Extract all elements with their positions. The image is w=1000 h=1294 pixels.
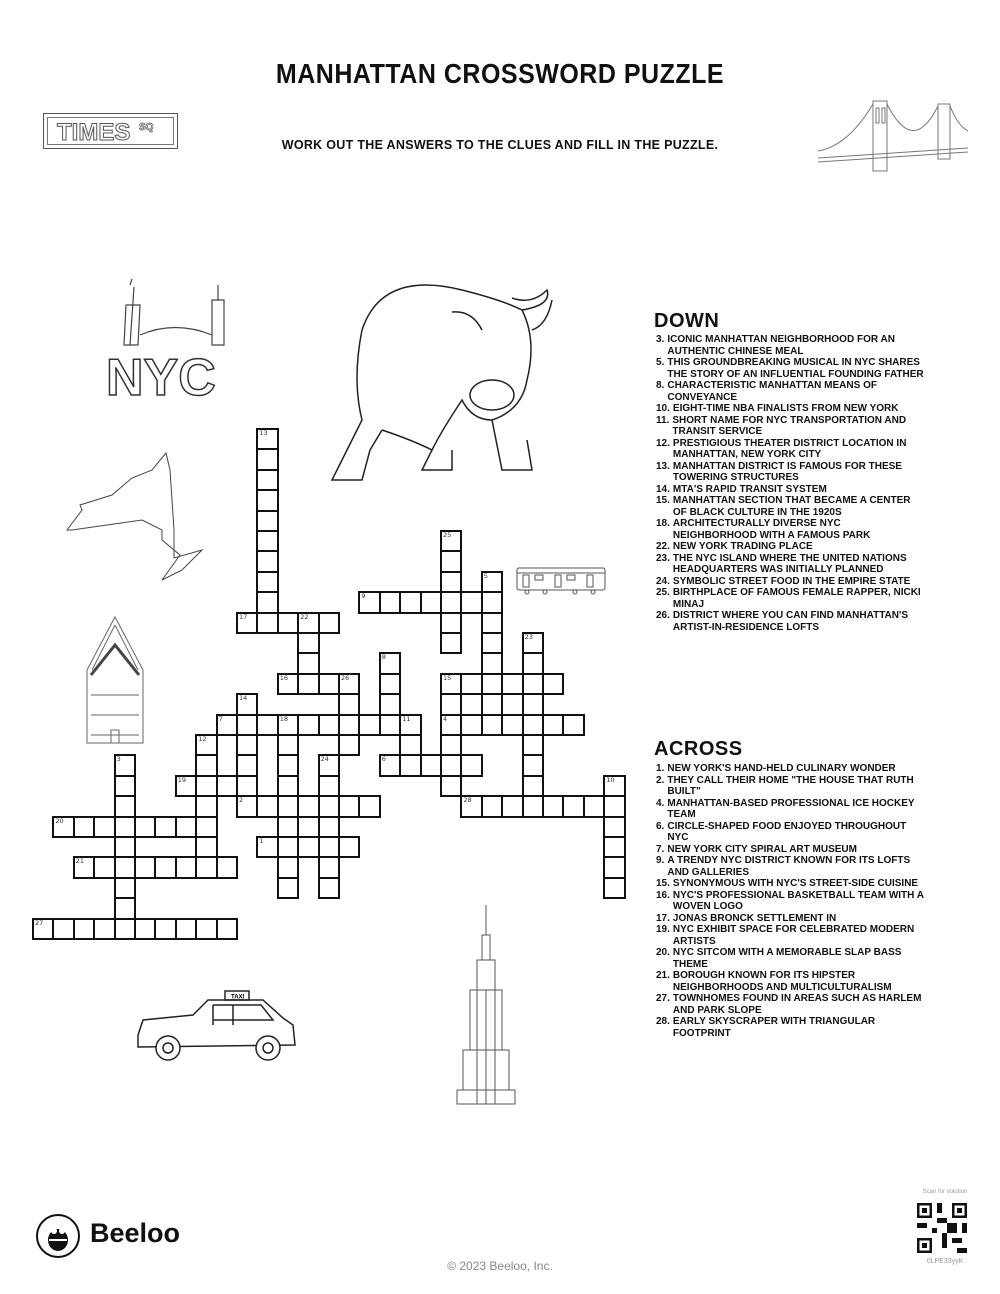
clue-number: 15. [656,495,670,506]
clue-text: MANHATTAN SECTION THAT BECAME A CENTER OF BLACK CULTURE IN THE 1920S [672,495,911,518]
crossword-cell[interactable] [440,693,462,715]
crossword-cell[interactable] [318,877,340,899]
crossword-cell[interactable] [277,836,299,858]
crossword-cell[interactable] [256,510,278,532]
crossword-cell[interactable] [318,856,340,878]
down-heading: DOWN [654,310,720,332]
crossword-cell[interactable] [236,795,258,817]
crossword-cell[interactable] [522,714,544,736]
clue-number: 8. [656,380,665,391]
crossword-cell[interactable] [134,918,156,940]
clue-number: 27. [656,993,670,1004]
clue-text: MANHATTAN DISTRICT IS FAMOUS FOR THESE TOWERING STRUCTURES [672,460,902,483]
crossword-cell[interactable] [236,612,258,634]
crossword-cell[interactable] [481,632,503,654]
clue-text: EIGHT-TIME NBA FINALISTS FROM NEW YORK [672,403,899,414]
crossword-cell[interactable] [154,816,176,838]
crossword-cell[interactable] [318,612,340,634]
clue-item [656,775,926,798]
crossword-cell[interactable] [297,795,319,817]
clue-text: A TRENDY NYC DISTRICT KNOWN FOR ITS LOFTS AND GALLERIES [667,855,911,878]
cell-number: 17 [239,612,248,621]
clue-item [656,970,926,993]
clue-number: 21. [656,970,670,981]
beeloo-brand: Beeloo [90,1218,181,1248]
crossword-cell[interactable] [195,816,217,838]
crossword-cell[interactable] [318,816,340,838]
crossword-cell[interactable] [297,714,319,736]
cell-number: 15 [443,673,452,682]
crossword-cell[interactable] [256,530,278,552]
copyright: © 2023 Beeloo, Inc. [447,1259,553,1273]
crossword-cell[interactable] [338,836,360,858]
clue-number: 3. [656,334,665,345]
crossword-cell[interactable] [440,632,462,654]
crossword-cell[interactable] [114,775,136,797]
crossword-cell[interactable] [481,571,503,593]
clue-item [656,878,926,890]
crossword-cell[interactable] [73,816,95,838]
crossword-cell[interactable] [379,673,401,695]
crossword-cell[interactable] [277,816,299,838]
crossword-cell[interactable] [93,816,115,838]
clue-number: 25. [656,587,670,598]
crossword-cell[interactable] [195,836,217,858]
down-clue-list [656,334,926,633]
crossword-cell[interactable] [256,571,278,593]
crossword-cell[interactable] [358,795,380,817]
crossword-cell[interactable] [481,795,503,817]
cell-number: 16 [279,673,289,682]
crossword-cell[interactable] [460,714,482,736]
crossword-cell[interactable] [522,734,544,756]
cell-number: 4 [443,714,448,723]
clue-number: 12. [656,437,670,449]
crossword-cell[interactable] [195,918,217,940]
crossword-cell[interactable] [440,734,462,756]
clue-item [656,798,926,821]
beeloo-bee-icon [35,1213,81,1259]
crossword-cell[interactable] [216,856,238,878]
crossword-cell[interactable] [481,612,503,634]
crossword-cell[interactable] [501,714,523,736]
crossword-cell[interactable] [460,754,482,776]
clue-item [656,495,926,518]
crossword-cell[interactable] [277,673,299,695]
clue-item [656,380,926,403]
cell-number: 22 [300,612,309,621]
cell-number: 3 [116,755,121,764]
crossword-cell[interactable] [236,775,258,797]
crossword-cell[interactable] [93,918,115,940]
crossword-cell[interactable] [338,673,360,695]
crossword-cell[interactable] [522,775,544,797]
crossword-cell[interactable] [460,673,482,695]
page-title: MANHATTAN CROSSWORD PUZZLE [275,58,725,90]
clue-text: PRESTIGIOUS THEATER DISTRICT LOCATION IN MANHATTAN, NEW YORK CITY [672,437,907,460]
clue-item [656,610,926,633]
crossword-cell[interactable] [134,816,156,838]
crossword-cell[interactable] [297,632,319,654]
clue-number: 7. [656,843,665,855]
crossword-cell[interactable] [338,693,360,715]
crossword-cell[interactable] [603,877,625,899]
cell-number: 5 [483,571,488,580]
cell-number: 27 [35,918,44,927]
svg-text:SQ: SQ [139,122,154,133]
crossword-cell[interactable] [195,795,217,817]
flatiron-building-illustration [83,615,148,747]
clue-item [656,890,926,913]
crossword-cell[interactable] [256,591,278,613]
clue-item [656,461,926,484]
cell-number: 7 [218,714,223,723]
crossword-cell[interactable] [603,795,625,817]
clue-number: 11. [656,414,670,426]
clue-number: 26. [656,610,670,621]
crossword-cell[interactable] [420,754,442,776]
cell-number: 18 [279,714,289,723]
crossword-cell[interactable] [114,795,136,817]
clue-text: JONAS BRONCK SETTLEMENT IN [672,912,837,924]
crossword-cell[interactable] [277,877,299,899]
clue-text: ICONIC MANHATTAN NEIGHBORHOOD FOR AN AUTHENTIC CHINESE MEAL [667,334,895,357]
crossword-cell[interactable] [440,612,462,634]
clue-item [656,913,926,925]
cell-number: 9 [361,592,366,601]
clue-item [656,855,926,878]
crossword-cell[interactable] [114,816,136,838]
crossword-cell[interactable] [440,775,462,797]
cell-number: 20 [55,816,64,825]
qr-code[interactable] [917,1203,967,1253]
crossword-cell[interactable] [256,836,278,858]
cell-number: 24 [320,755,329,764]
crossword-cell[interactable] [522,795,544,817]
clue-text: BIRTHPLACE OF FAMOUS FEMALE RAPPER, NICKI MINAJ [672,587,921,610]
crossword-cell[interactable] [338,714,360,736]
crossword-cell[interactable] [399,734,421,756]
clue-number: 9. [656,855,665,866]
brooklyn-bridge-illustration [818,96,968,176]
crossword-cell[interactable] [297,673,319,695]
crossword-cell[interactable] [297,836,319,858]
clue-item [656,924,926,947]
clue-number: 22. [656,541,670,552]
clue-text: SYMBOLIC STREET FOOD IN THE EMPIRE STATE [672,575,911,587]
clue-text: NEW YORK'S HAND-HELD CULINARY WONDER [667,763,896,774]
crossword-cell[interactable] [358,591,380,613]
crossword-cell[interactable] [216,775,238,797]
crossword-cell[interactable] [603,836,625,858]
cell-number: 19 [177,775,187,784]
crossword-cell[interactable] [277,734,299,756]
clue-number: 16. [656,889,670,901]
crossword-cell[interactable] [236,714,258,736]
clue-number: 24. [656,575,670,587]
clue-number: 2. [656,774,665,786]
crossword-cell[interactable] [277,612,299,634]
clue-item [656,334,926,357]
crossword-cell[interactable] [440,571,462,593]
clue-item [656,763,926,775]
crossword-cell[interactable] [318,754,340,776]
svg-text:NYC: NYC [106,349,216,405]
clue-number: 6. [656,820,665,832]
crossword-cell[interactable] [195,856,217,878]
clue-text: ARCHITECTURALLY DIVERSE NYC NEIGHBORHOOD WITH A FAMOUS PARK [672,518,871,541]
nyc-liberty-illustration [100,275,252,405]
clue-item [656,844,926,856]
cell-number: 10 [606,775,615,784]
crossword-cell[interactable] [256,795,278,817]
crossword-cell[interactable] [460,591,482,613]
crossword-cell[interactable] [440,754,462,776]
times-square-logo [43,113,178,149]
clue-item [656,518,926,541]
clue-number: 4. [656,797,665,809]
instructions: WORK OUT THE ANSWERS TO THE CLUES AND FILL IN THE PUZZLE. [281,138,719,152]
clue-text: DISTRICT WHERE YOU CAN FIND MANHATTAN'S ARTIST-IN-RESIDENCE LOFTS [672,610,909,633]
clue-number: 28. [656,1016,670,1027]
new-york-state-map [62,450,207,585]
clue-item [656,415,926,438]
crossword-cell[interactable] [358,714,380,736]
scan-label: Scan for solution [922,1189,968,1195]
crossword-cell[interactable] [501,795,523,817]
crossword-cell[interactable] [522,673,544,695]
crossword-cell[interactable] [236,734,258,756]
svg-text:TAXI: TAXI [231,994,245,1001]
crossword-cell[interactable] [114,836,136,858]
crossword-cell[interactable] [481,591,503,613]
clue-text: NYC'S PROFESSIONAL BASKETBALL TEAM WITH A WOVEN LOGO [672,889,924,912]
clue-number: 10. [656,403,670,414]
crossword-cell[interactable] [562,714,584,736]
crossword-cell[interactable] [583,795,605,817]
clue-item [656,947,926,970]
crossword-cell[interactable] [52,816,74,838]
solution-code: 0LPE33yyK [926,1258,964,1265]
subway-train-illustration [515,565,607,597]
crossword-cell[interactable] [114,754,136,776]
crossword-cell[interactable] [154,856,176,878]
crossword-cell[interactable] [73,918,95,940]
cell-number: 26 [341,673,350,682]
crossword-cell[interactable] [379,591,401,613]
crossword-cell[interactable] [603,856,625,878]
clue-item [656,1016,926,1039]
crossword-cell[interactable] [603,775,625,797]
crossword-cell[interactable] [114,897,136,919]
crossword-cell[interactable] [318,775,340,797]
crossword-cell[interactable] [256,550,278,572]
clue-item [656,484,926,496]
clue-item [656,403,926,415]
clue-number: 1. [656,763,665,774]
cell-number: 23 [524,633,533,641]
crossword-cell[interactable] [256,469,278,491]
crossword-cell[interactable] [440,550,462,572]
across-clue-list [656,763,926,1039]
clue-number: 23. [656,552,670,564]
clue-text: MANHATTAN-BASED PROFESSIONAL ICE HOCKEY TEAM [667,797,915,820]
crossword-cell[interactable] [603,816,625,838]
clue-number: 20. [656,947,670,958]
clue-item [656,541,926,553]
across-heading: ACROSS [654,738,743,760]
cell-number: 13 [259,429,268,437]
crossword-cell[interactable] [399,591,421,613]
crossword-cell[interactable] [440,673,462,695]
crossword-cell[interactable] [338,795,360,817]
crossword-cell[interactable] [256,448,278,470]
crossword-cell[interactable] [379,652,401,674]
clue-text: MTA'S RAPID TRANSIT SYSTEM [672,483,827,495]
crossword-cell[interactable] [175,856,197,878]
clue-text: NEW YORK TRADING PLACE [672,541,813,552]
crossword-cell[interactable] [277,754,299,776]
crossword-cell[interactable] [318,836,340,858]
clue-item [656,576,926,588]
cell-number: 8 [381,653,386,662]
crossword-cell[interactable] [114,877,136,899]
crossword-cell[interactable] [52,918,74,940]
clue-item [656,587,926,610]
crossword-cell[interactable] [175,918,197,940]
clue-text: BOROUGH KNOWN FOR ITS HIPSTER NEIGHBORHOODS AND MULTICULTURALISM [672,970,892,993]
cell-number: 6 [381,755,386,764]
crossword-cell[interactable] [440,714,462,736]
crossword-cell[interactable] [277,775,299,797]
clue-text: THIS GROUNDBREAKING MUSICAL IN NYC SHARES THE STORY OF AN INFLUENTIAL FOUNDING FATHER [667,357,924,380]
empire-state-building-illustration [455,905,517,1105]
clue-number: 13. [656,460,670,472]
clue-item [656,553,926,576]
crossword-cell[interactable] [481,693,503,715]
clue-text: THEY CALL THEIR HOME "THE HOUSE THAT RUTH BUILT" [667,774,914,797]
crossword-cell[interactable] [379,754,401,776]
crossword-cell[interactable] [420,591,442,613]
clue-number: 14. [656,483,670,495]
crossword-cell[interactable] [195,754,217,776]
clue-text: NYC EXHIBIT SPACE FOR CELEBRATED MODERN ARTISTS [672,924,915,947]
crossword-cell[interactable] [32,918,54,940]
clue-text: CIRCLE-SHAPED FOOD ENJOYED THROUGHOUT NYC [667,820,907,843]
crossword-cell[interactable] [277,856,299,878]
clue-text: NYC SITCOM WITH A MEMORABLE SLAP BASS THEME [672,947,902,970]
crossword-cell[interactable] [481,652,503,674]
taxi-illustration [133,985,298,1067]
crossword-cell[interactable] [562,795,584,817]
cell-number: 25 [443,531,452,539]
clue-text: NEW YORK CITY SPIRAL ART MUSEUM [667,843,857,855]
cell-number: 28 [463,796,472,805]
crossword-cell[interactable] [522,632,544,654]
clue-number: 17. [656,912,670,924]
crossword-cell[interactable] [440,591,462,613]
clue-item [656,821,926,844]
crossword-cell[interactable] [399,754,421,776]
cell-number: 14 [239,694,248,703]
clue-text: EARLY SKYSCRAPER WITH TRIANGULAR FOOTPRINT [672,1016,876,1039]
crossword-cell[interactable] [114,856,136,878]
clue-item [656,438,926,461]
crossword-cell[interactable] [297,652,319,674]
crossword-cell[interactable] [216,714,238,736]
crossword-cell[interactable] [93,856,115,878]
crossword-cell[interactable] [542,795,564,817]
clue-item [656,357,926,380]
crossword-cell[interactable] [501,673,523,695]
crossword-cell[interactable] [236,754,258,776]
crossword-cell[interactable] [440,530,462,552]
crossword-cell[interactable] [399,714,421,736]
clue-text: SYNONYMOUS WITH NYC'S STREET-SIDE CUISINE [672,878,919,889]
crossword-cell[interactable] [256,714,278,736]
crossword-cell[interactable] [379,693,401,715]
crossword-cell[interactable] [256,612,278,634]
clue-text: CHARACTERISTIC MANHATTAN MEANS OF CONVEYANCE [667,380,877,403]
crossword-cell[interactable] [379,714,401,736]
clue-text: THE NYC ISLAND WHERE THE UNITED NATIONS HEADQUARTERS WAS INITIALLY PLANNED [672,552,907,575]
crossword-cell[interactable] [542,714,564,736]
crossword-cell[interactable] [216,918,238,940]
crossword-cell[interactable] [256,489,278,511]
crossword-cell[interactable] [481,714,503,736]
crossword-cell[interactable] [195,775,217,797]
crossword-cell[interactable] [318,714,340,736]
svg-text:TIMES: TIMES [57,119,131,146]
crossword-cell[interactable] [256,428,278,450]
clue-number: 5. [656,357,665,368]
clue-number: 19. [656,924,670,935]
crossword-cell[interactable] [154,918,176,940]
crossword-cell[interactable] [236,693,258,715]
clue-item [656,993,926,1016]
cell-number: 12 [198,735,207,743]
crossword-cell[interactable] [277,795,299,817]
clue-text: SHORT NAME FOR NYC TRANSPORTATION AND TRANSIT SERVICE [672,414,907,437]
crossword-cell[interactable] [522,693,544,715]
cell-number: 2 [239,796,244,805]
clue-text: TOWNHOMES FOUND IN AREAS SUCH AS HARLEM AND PARK SLOPE [672,993,922,1016]
crossword-cell[interactable] [114,918,136,940]
cell-number: 1 [259,837,264,845]
clue-number: 18. [656,518,670,529]
crossword-cell[interactable] [338,734,360,756]
crossword-cell[interactable] [522,754,544,776]
crossword-cell[interactable] [277,714,299,736]
crossword-cell[interactable] [175,775,197,797]
crossword-cell[interactable] [195,734,217,756]
crossword-cell[interactable] [134,856,156,878]
cell-number: 11 [402,714,411,723]
crossword-cell[interactable] [297,612,319,634]
crossword-cell[interactable] [522,652,544,674]
cell-number: 21 [75,857,85,866]
clue-number: 15. [656,878,670,889]
crossword-cell[interactable] [318,673,340,695]
crossword-cell[interactable] [318,795,340,817]
crossword-cell[interactable] [73,856,95,878]
charging-bull-illustration [322,270,554,505]
crossword-cell[interactable] [460,795,482,817]
crossword-cell[interactable] [175,816,197,838]
crossword-cell[interactable] [481,673,503,695]
crossword-cell[interactable] [542,673,564,695]
